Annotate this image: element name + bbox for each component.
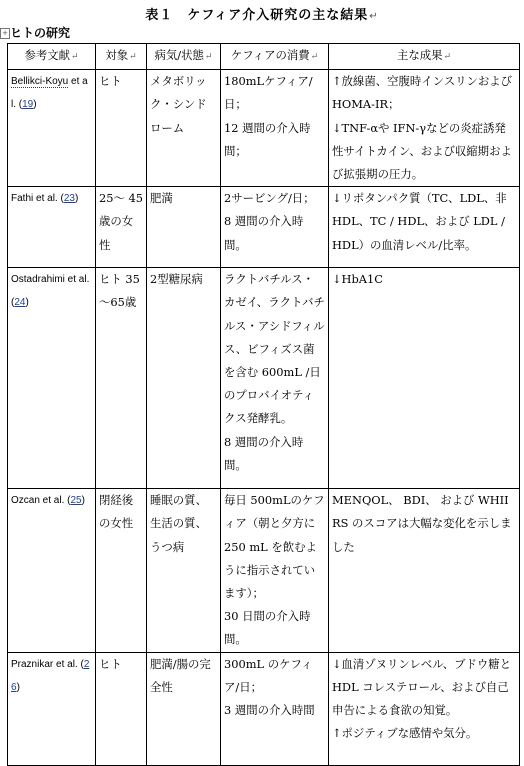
outcomes-cell bbox=[329, 652, 520, 765]
condition-cell bbox=[147, 489, 221, 652]
section-title: ヒトの研究 bbox=[10, 26, 71, 40]
consumption-item: 毎日 500mLのケフィア（朝と夕方に 250 mL を飲むように指示されています）； bbox=[224, 493, 325, 601]
citation-close: ) bbox=[81, 495, 85, 507]
table-anchor-icon[interactable]: + bbox=[0, 28, 10, 39]
table-row bbox=[8, 652, 520, 765]
citation-link[interactable]: 26 bbox=[11, 658, 90, 693]
results-table bbox=[7, 43, 520, 766]
citation-close: ) bbox=[25, 297, 29, 309]
outcome-item: ↓血清ゾヌリンレベル、ブドウ糖と HDL コレステロール、および自己申告による食欲の知覚。 bbox=[332, 656, 512, 718]
reference-cell bbox=[8, 652, 96, 765]
author-name: Praznikar et al. ( bbox=[11, 658, 84, 670]
condition-text: メタボリック・シンドローム bbox=[150, 74, 207, 135]
outcome-item: ↓リポタンパク質（TC、LDL、非 HDL、TC / HDL、および LDL / HDL）の血清レベル/比率。 bbox=[332, 191, 507, 252]
condition-text: 肥満/腸の完全性 bbox=[150, 656, 211, 694]
condition-cell bbox=[147, 70, 221, 187]
citation-link[interactable]: 25 bbox=[70, 495, 82, 507]
subject-cell bbox=[96, 187, 147, 268]
paragraph-mark-icon: ↵ bbox=[369, 11, 379, 22]
outcome-item: ↑ポジティブな感情や気分。 bbox=[332, 726, 478, 741]
subject-text: ヒト 35 ～65歳 bbox=[99, 272, 140, 310]
consumption-item: 8 週間の介入時間。 bbox=[224, 434, 304, 472]
reference-cell bbox=[8, 187, 96, 268]
outcome-item: ↑放線菌、空腹時インスリンおよび HOMA-IR； bbox=[332, 74, 513, 112]
header-subject: 対象↵ bbox=[96, 44, 147, 70]
outcome-item: MENQOL、 BDI、 および WHIIRS のスコアは大幅な変化を示しました bbox=[332, 493, 512, 554]
condition-text: 肥満 bbox=[150, 191, 173, 206]
reference-cell bbox=[8, 268, 96, 489]
outcomes-cell bbox=[329, 268, 520, 489]
subject-cell bbox=[96, 70, 147, 187]
consumption-item: 2サービング/日； bbox=[224, 191, 315, 206]
outcomes-cell bbox=[329, 70, 520, 187]
header-row bbox=[8, 44, 520, 70]
citation-close: ) bbox=[33, 99, 37, 111]
citation-link[interactable]: 24 bbox=[14, 297, 26, 309]
consumption-cell bbox=[221, 268, 329, 489]
reference-cell bbox=[8, 70, 96, 187]
subject-text: 閉経後の女性 bbox=[99, 493, 134, 531]
section-heading bbox=[10, 24, 70, 41]
consumption-item: 30 日間の介入時間。 bbox=[224, 609, 311, 647]
consumption-cell bbox=[221, 489, 329, 652]
consumption-cell bbox=[221, 652, 329, 765]
condition-cell bbox=[147, 187, 221, 268]
table-caption bbox=[0, 4, 524, 23]
outcomes-cell bbox=[329, 187, 520, 268]
subject-text: 25～ 45 歳の女性 bbox=[99, 191, 143, 252]
citation-close: ) bbox=[74, 193, 79, 205]
consumption-item: 3 週間の介入時間 bbox=[224, 703, 315, 718]
consumption-item: ラクトバチルス・カゼイ、ラクトバチルス・アシドフィルス、ビフィズス菌を含む 600mL /日のプロバイオティクス発酵乳。 bbox=[224, 272, 325, 426]
consumption-cell bbox=[221, 187, 329, 268]
subject-cell bbox=[96, 652, 147, 765]
citation-close: ) bbox=[16, 681, 20, 693]
author-suffix: et al. ( bbox=[11, 76, 88, 111]
consumption-item: 8 週間の介入時間。 bbox=[224, 214, 304, 252]
table-row bbox=[8, 489, 520, 652]
table-row bbox=[8, 268, 520, 489]
subject-cell bbox=[96, 489, 147, 652]
consumption-cell bbox=[221, 70, 329, 187]
consumption-item: 300mL のケフィア/日； bbox=[224, 656, 313, 694]
author-name: Bellikci-Koyu bbox=[11, 76, 69, 88]
subject-text: ヒト bbox=[99, 74, 122, 89]
table-title: 表１ ケフィア介入研究の主な結果 bbox=[145, 8, 369, 23]
table-row bbox=[8, 187, 520, 268]
outcomes-cell bbox=[329, 489, 520, 652]
condition-text: 睡眠の質、生活の質、うつ病 bbox=[150, 493, 207, 554]
outcome-item: ↓HbA1C bbox=[332, 272, 383, 287]
author-name: Fathi et al. ( bbox=[11, 193, 64, 205]
citation-link[interactable]: 19 bbox=[22, 99, 34, 111]
condition-cell bbox=[147, 652, 221, 765]
consumption-item: 180mLケフィア/日； bbox=[224, 74, 313, 112]
header-condition: 病気/状態↵ bbox=[147, 44, 221, 70]
reference-cell bbox=[8, 489, 96, 652]
consumption-item: 12 週間の介入時間； bbox=[224, 120, 311, 158]
condition-cell bbox=[147, 268, 221, 489]
subject-cell bbox=[96, 268, 147, 489]
table-row bbox=[8, 70, 520, 187]
condition-text: 2型糖尿病 bbox=[150, 272, 203, 287]
outcome-item: ↓TNF-αや IFN-γなどの炎症誘発性サイトカイン、および収縮期および拡張期の圧力。 bbox=[332, 120, 512, 182]
author-name: Ostadrahimi et al. ( bbox=[11, 274, 90, 309]
citation-link[interactable]: 23 bbox=[63, 193, 75, 205]
subject-text: ヒト bbox=[99, 656, 122, 671]
author-name: Ozcan et al. ( bbox=[11, 495, 71, 507]
header-reference: 参考文献↵ bbox=[8, 44, 96, 70]
header-consumption: ケフィアの消費↵ bbox=[221, 44, 329, 70]
header-outcomes: 主な成果↵ bbox=[329, 44, 520, 70]
